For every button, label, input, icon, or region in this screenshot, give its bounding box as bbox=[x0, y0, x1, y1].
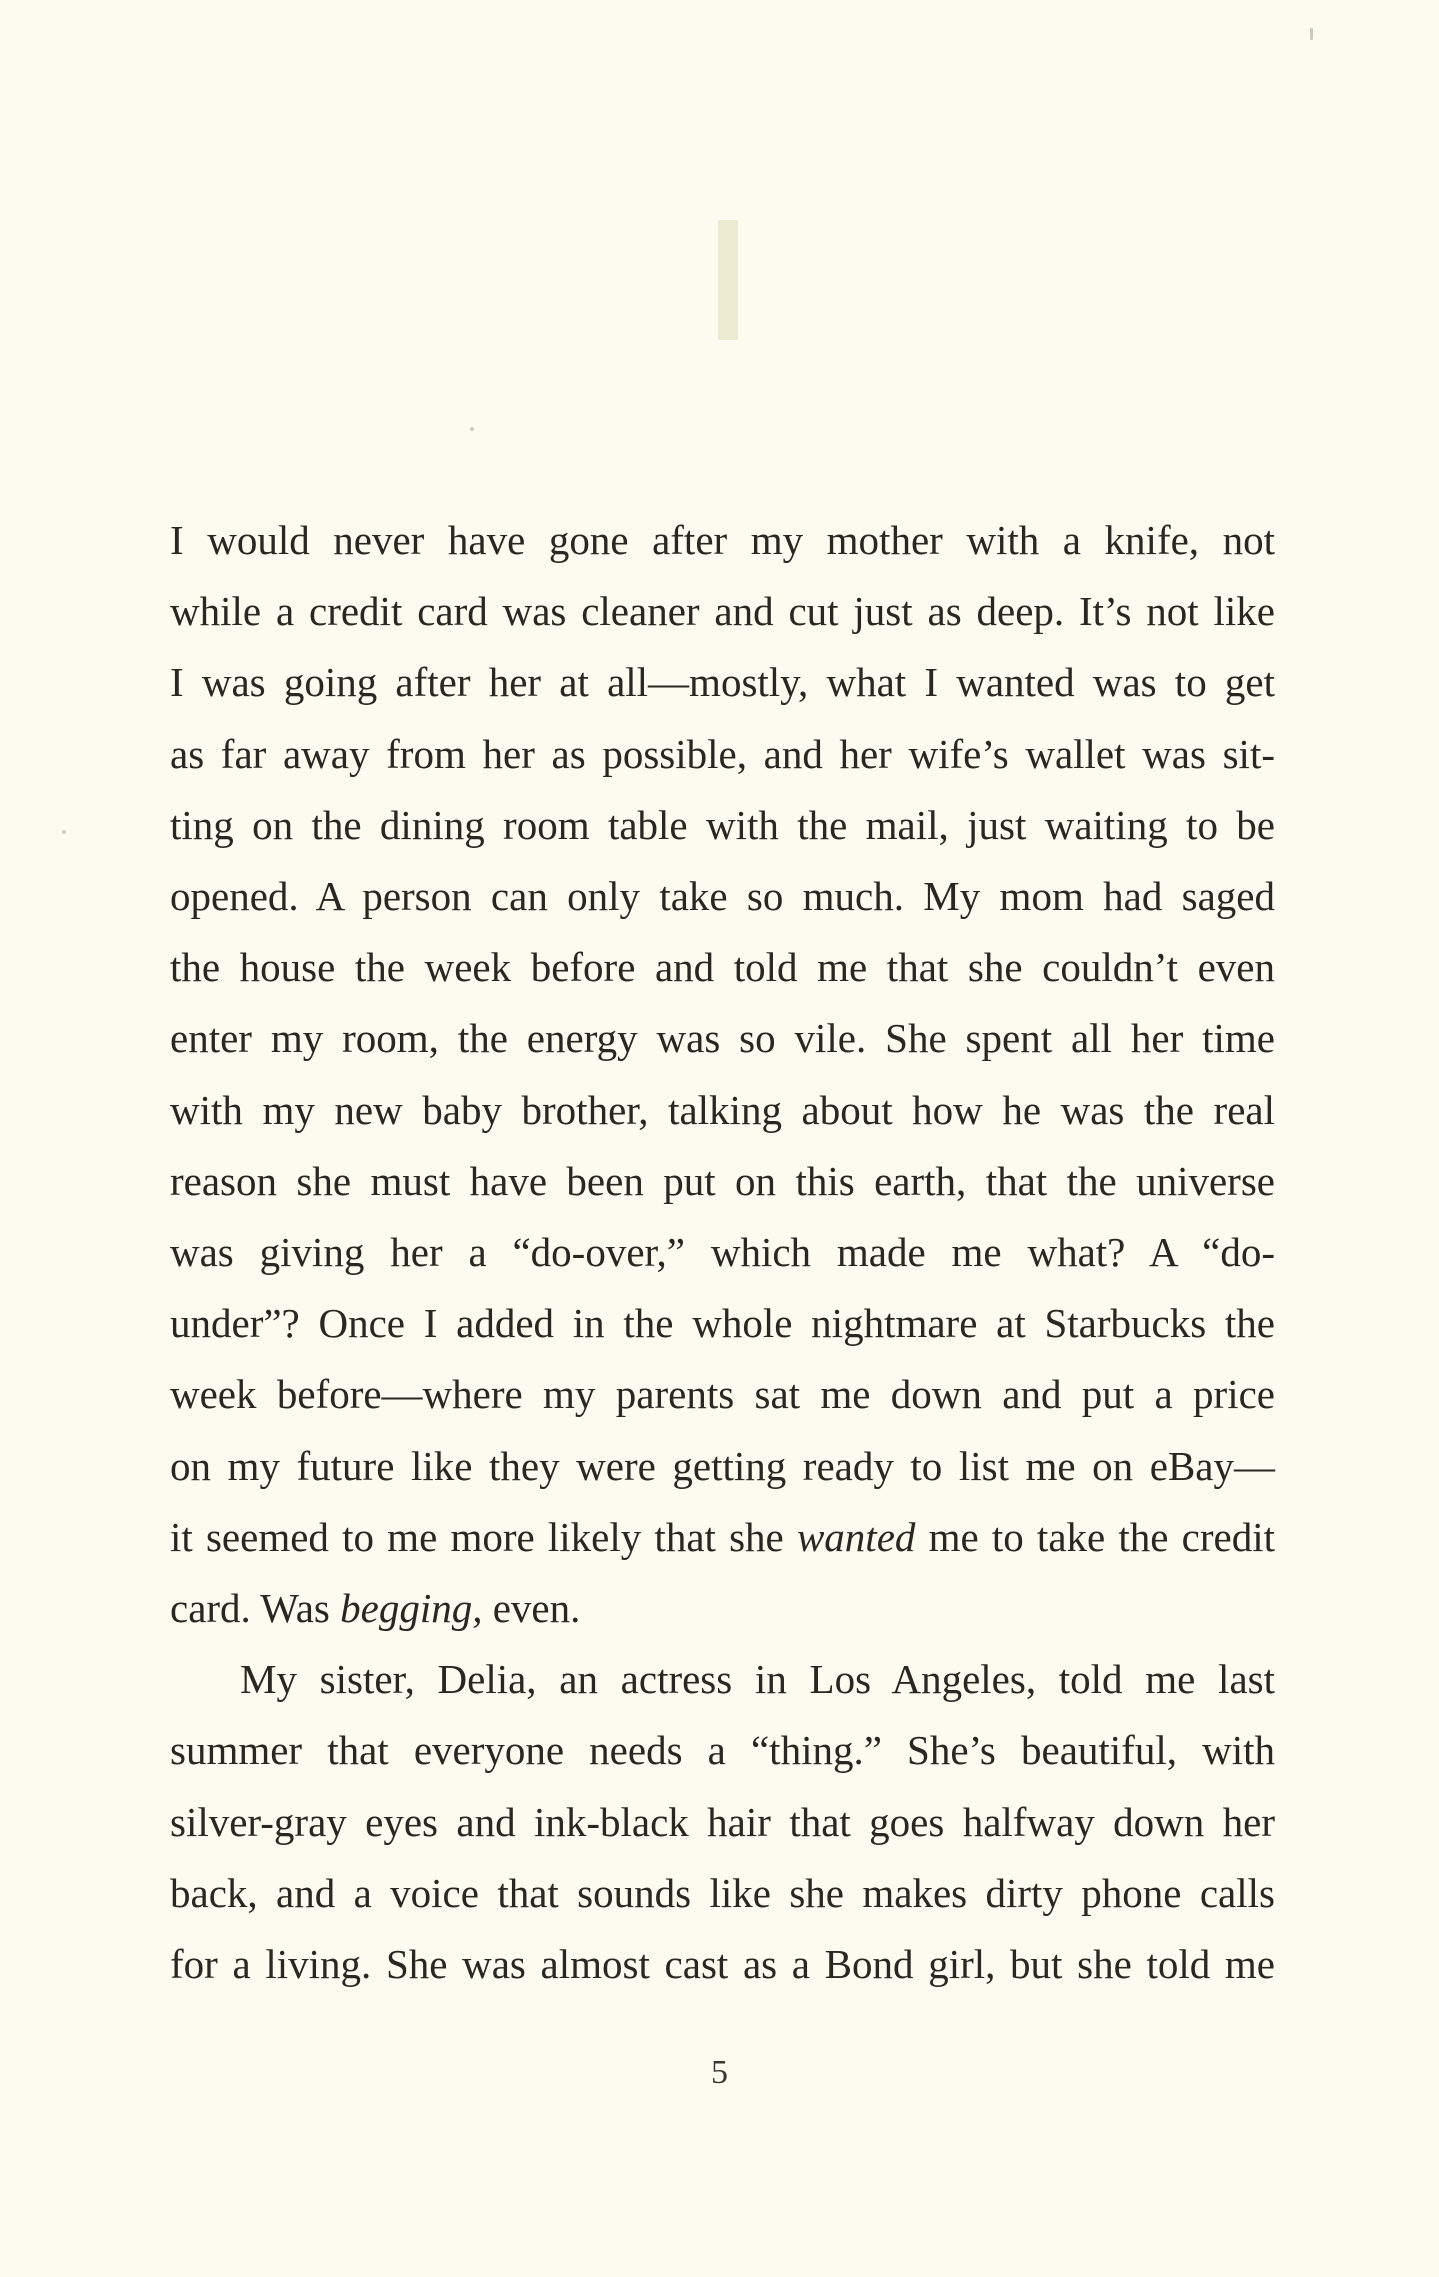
body-text bbox=[170, 505, 1275, 2000]
paper-speck bbox=[62, 830, 66, 834]
text-line: ting on the dining room table with the mail, just waiting to be bbox=[170, 801, 1275, 848]
text-line: reason she must have been put on this earth, that the universe bbox=[170, 1157, 1275, 1204]
text-line: as far away from her as possible, and her wife’s wallet was sit- bbox=[170, 730, 1275, 777]
text-run: me to take the credit bbox=[915, 1513, 1276, 1560]
text-run: it seemed to me more likely that she bbox=[170, 1513, 797, 1560]
paragraph-2 bbox=[170, 1644, 1275, 2000]
text-run: even. bbox=[482, 1585, 581, 1632]
text-line: silver-gray eyes and ink-black hair that goes halfway down her bbox=[170, 1798, 1275, 1845]
text-line: back, and a voice that sounds like she makes dirty phone calls bbox=[170, 1869, 1275, 1916]
text-line: I would never have gone after my mother with a knife, not bbox=[170, 517, 1275, 563]
italic-text: begging, bbox=[340, 1585, 483, 1632]
text-run: card. Was bbox=[170, 1585, 341, 1632]
paper-speck bbox=[1310, 28, 1313, 40]
chapter-number-mark bbox=[718, 220, 738, 340]
page-number: 5 bbox=[711, 2054, 728, 2091]
italic-text: wanted bbox=[796, 1513, 916, 1560]
text-line: opened. A person can only take so much. My mom had saged bbox=[170, 873, 1275, 920]
text-line: was giving her a “do-over,” which made me what? A “do- bbox=[170, 1229, 1275, 1276]
text-line: on my future like they were getting ready to list me on eBay— bbox=[170, 1442, 1275, 1489]
text-line: under”? Once I added in the whole nightmare at Starbucks the bbox=[170, 1300, 1275, 1347]
paragraph-1 bbox=[170, 505, 1275, 1644]
text-line: with my new baby brother, talking about how he was the real bbox=[170, 1086, 1275, 1133]
text-line bbox=[170, 1573, 1275, 1644]
text-line: week before—where my parents sat me down and put a price bbox=[170, 1371, 1275, 1418]
paper-speck bbox=[470, 427, 474, 431]
text-line: the house the week before and told me that she couldn’t even bbox=[170, 944, 1275, 991]
text-line bbox=[170, 1502, 1275, 1573]
text-line: for a living. She was almost cast as a Bond girl, but she told me bbox=[170, 1941, 1275, 1988]
text-line: I was going after her at all—mostly, what I wanted was to get bbox=[170, 659, 1275, 706]
text-line: summer that everyone needs a “thing.” She’s beautiful, with bbox=[170, 1727, 1275, 1774]
text-line: My sister, Delia, an actress in Los Angeles, told me last bbox=[240, 1656, 1275, 1703]
text-line: enter my room, the energy was so vile. She spent all her time bbox=[170, 1015, 1275, 1062]
text-line: while a credit card was cleaner and cut just as deep. It’s not like bbox=[170, 588, 1275, 635]
